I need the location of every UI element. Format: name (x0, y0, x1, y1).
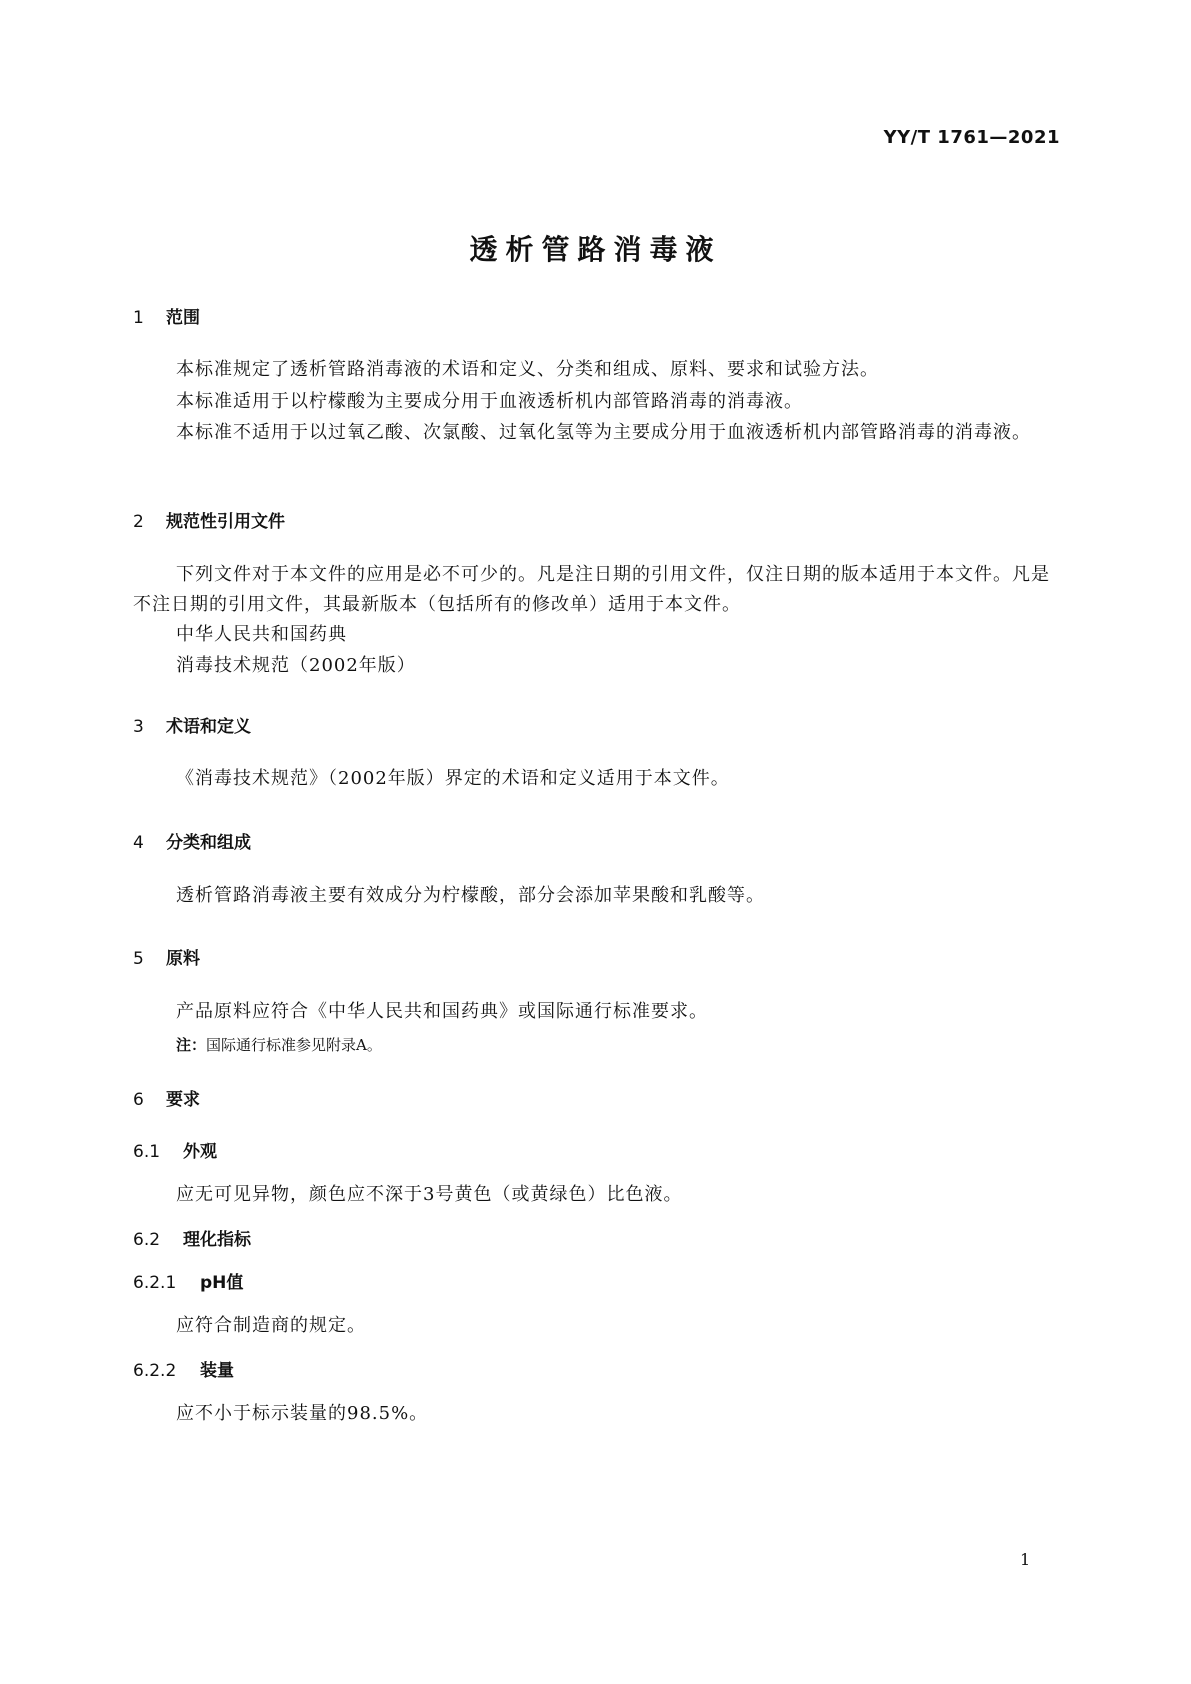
section-6-2-heading (133, 1225, 251, 1250)
section-5-heading (133, 944, 200, 969)
section-4-title: 分类和组成 (166, 833, 251, 853)
section-3-number: 3 (133, 717, 144, 737)
section-2-title: 规范性引用文件 (166, 512, 285, 532)
section-6-number: 6 (133, 1090, 144, 1110)
section-2-paragraph: 下列文件对于本文件的应用是必不可少的。凡是注日期的引用文件，仅注日期的版本适用于本文件。凡是不注日期的引用文件，其最新版本（包括所有的修改单）适用于本文件。 (133, 564, 1050, 615)
section-6-2-2-paragraph: 应不小于标示装量的98.5%。 (176, 1403, 429, 1424)
section-6-1-title: 外观 (183, 1142, 217, 1162)
section-2-heading (133, 507, 285, 532)
section-6-heading (133, 1085, 200, 1110)
reference-item: 消毒技术规范（2002年版） (176, 655, 416, 676)
section-5-paragraph: 产品原料应符合《中华人民共和国药典》或国际通行标准要求。 (176, 1001, 708, 1022)
standard-code: YY/T 1761—2021 (883, 127, 1060, 148)
reference-item: 中华人民共和国药典 (176, 624, 347, 645)
section-1-paragraph-2: 本标准适用于以柠檬酸为主要成分用于血液透析机内部管路消毒的消毒液。 (176, 391, 803, 412)
section-4-paragraph: 透析管路消毒液主要有效成分为柠檬酸，部分会添加苹果酸和乳酸等。 (176, 885, 765, 906)
section-1-number: 1 (133, 308, 144, 328)
section-6-2-1-paragraph: 应符合制造商的规定。 (176, 1315, 366, 1336)
section-6-title: 要求 (166, 1090, 200, 1110)
section-5-title: 原料 (166, 949, 200, 969)
document-title: 透析管路消毒液 (469, 233, 722, 266)
section-5-note (176, 1034, 382, 1055)
section-6-2-2-heading (133, 1356, 234, 1381)
note-label: 注： (176, 1036, 207, 1054)
section-3-heading (133, 712, 251, 737)
section-3-paragraph: 《消毒技术规范》（2002年版）界定的术语和定义适用于本文件。 (176, 768, 730, 789)
section-6-2-title: 理化指标 (183, 1230, 251, 1250)
section-6-2-1-title: pH值 (200, 1273, 244, 1293)
note-text: 国际通行标准参见附录A。 (206, 1036, 382, 1054)
section-6-2-1-number: 6.2.1 (133, 1273, 177, 1293)
section-4-heading (133, 828, 251, 853)
section-1-paragraph-1: 本标准规定了透析管路消毒液的术语和定义、分类和组成、原料、要求和试验方法。 (176, 359, 879, 380)
section-6-2-2-title: 装量 (200, 1361, 234, 1381)
section-4-number: 4 (133, 833, 144, 853)
section-1-title: 范围 (166, 308, 200, 328)
section-3-title: 术语和定义 (166, 717, 251, 737)
section-6-2-2-number: 6.2.2 (133, 1361, 177, 1381)
section-1-paragraph-3: 本标准不适用于以过氧乙酸、次氯酸、过氧化氢等为主要成分用于血液透析机内部管路消毒的消毒液。 (176, 422, 1031, 443)
section-6-2-number: 6.2 (133, 1230, 161, 1250)
section-6-1-heading (133, 1137, 217, 1162)
section-2-number: 2 (133, 512, 144, 532)
page-number: 1 (1020, 1550, 1031, 1569)
section-5-number: 5 (133, 949, 144, 969)
section-6-2-1-heading (133, 1268, 243, 1293)
section-6-1-paragraph: 应无可见异物，颜色应不深于3号黄色（或黄绿色）比色液。 (176, 1184, 683, 1205)
section-1-heading (133, 303, 200, 328)
section-6-1-number: 6.1 (133, 1142, 161, 1162)
